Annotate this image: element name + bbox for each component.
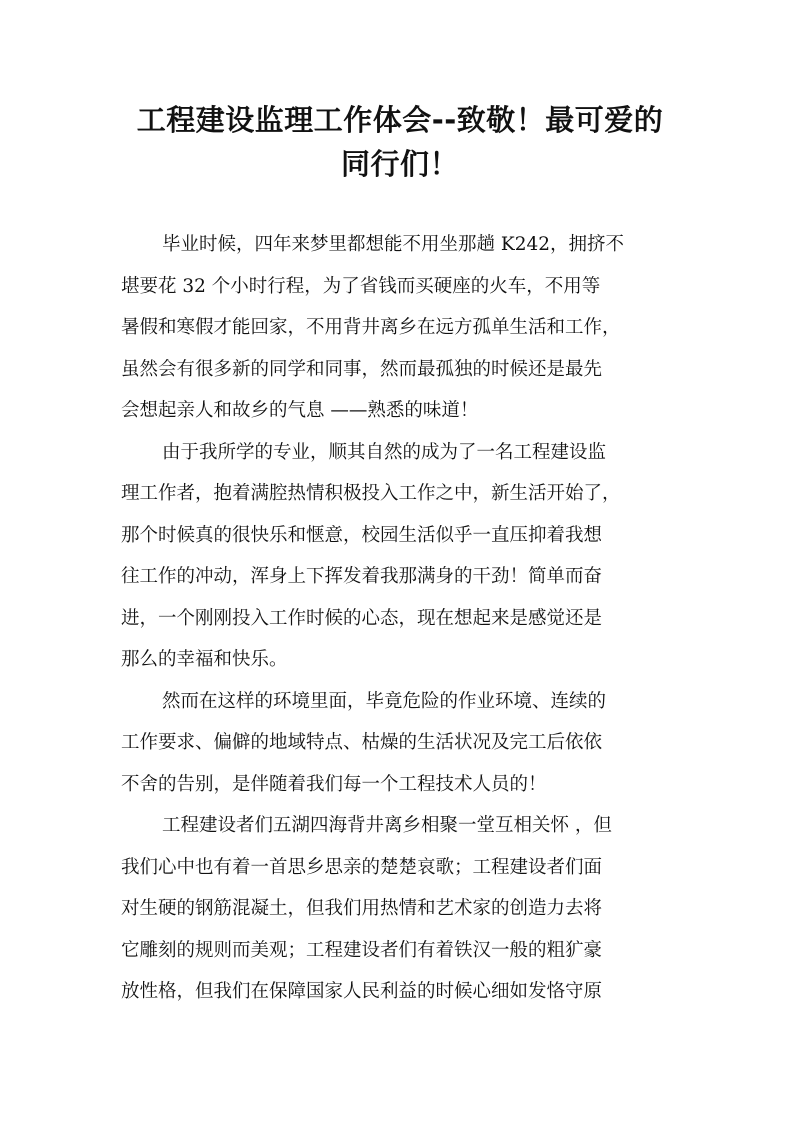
text-line: 由于我所学的专业，顺其自然的成为了一名工程建设监: [162, 441, 607, 463]
text-line: 往工作的冲动，浑身上下挥发着我那满身的干劲！简单而奋: [121, 566, 603, 587]
text-line: 暑假和寒假才能回家，不用背井离乡在远方孤单生活和工作，: [121, 317, 621, 338]
text-line: 放性格，但我们在保障国家人民利益的时候心细如发恪守原: [121, 981, 603, 1002]
document-body: [121, 224, 673, 1013]
text-line: 它雕刻的规则而美观；工程建设者们有着铁汉一般的粗犷豪: [121, 939, 603, 961]
title-line-1: 工程建设监理工作体会--致敬！最可爱的: [136, 103, 664, 137]
text-line: 理工作者，抱着满腔热情积极投入工作之中，新生活开始了，: [121, 483, 621, 504]
paragraph-2: [121, 432, 673, 681]
text-line: 工程建设者们五湖四海背井离乡相聚一堂互相关怀 ，但: [162, 815, 612, 836]
paragraph-1: [121, 224, 673, 432]
page-title: [100, 98, 700, 186]
text-line: 那么的幸福和快乐。: [121, 649, 288, 670]
text-line: 堪要花 32 个小时行程，为了省钱而买硬座的火车，不用等: [121, 275, 601, 297]
text-line: 然而在这样的环境里面，毕竟危险的作业环境、连续的: [162, 690, 607, 712]
text-line: 不舍的告别，是伴随着我们每一个工程技术人员的！: [121, 773, 547, 795]
text-line: 会想起亲人和故乡的气息 ——熟悉的味道！: [121, 400, 479, 421]
text-line: 工作要求、偏僻的地域特点、枯燥的生活状况及完工后依依: [121, 732, 603, 753]
text-line: 我们心中也有着一首思乡思亲的楚楚哀歌；工程建设者们面: [121, 856, 603, 878]
text-line: 虽然会有很多新的同学和同事，然而最孤独的时候还是最先: [121, 358, 603, 380]
text-line: 对生硬的钢筋混凝土，但我们用热情和艺术家的创造力去将: [121, 898, 603, 919]
text-line: 进，一个刚刚投入工作时候的心态，现在想起来是感觉还是: [121, 607, 603, 629]
text-line: 毕业时候，四年来梦里都想能不用坐那趟 K242，拥挤不: [162, 234, 625, 255]
title-line-2: 同行们！: [340, 147, 459, 181]
text-line: 那个时候真的很快乐和惬意，校园生活似乎一直压抑着我想: [121, 524, 603, 546]
paragraph-3: [121, 681, 673, 806]
paragraph-4: [121, 805, 673, 1013]
